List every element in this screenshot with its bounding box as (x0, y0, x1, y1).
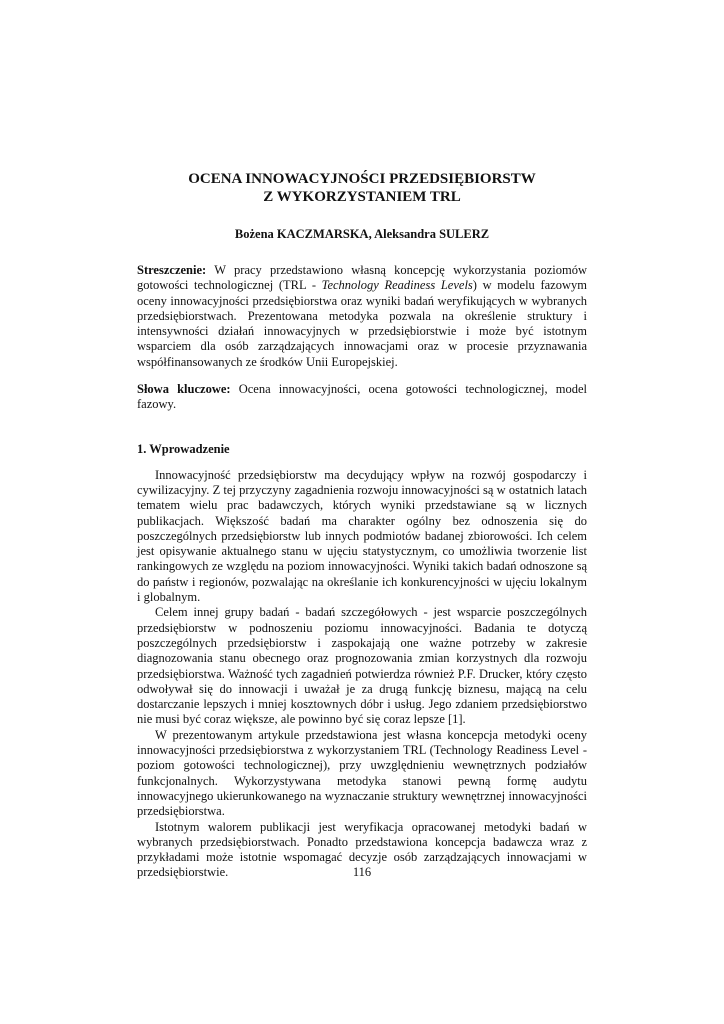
paragraph: Innowacyjność przedsiębiorstw ma decydujący wpływ na rozwój gospodarczy i cywilizacyjny. Z tej przyczyny zagadnienia rozwoju innowacyjności są w ostatnich latach tematem wielu prac badawczych, których wyniki przedstawiane są w licznych publikacjach. Większość badań ma charakter ogólny bez odnoszenia się do poszczególnych przedsiębiorstw lub innych podmiotów badanej zbiorowości. Ich celem jest opisywanie aktualnego stanu w ujęciu statystycznym, co umożliwia tworzenie list rankingowych ze względu na poziom innowacyjności. Wyniki takich badań odnoszone są do państw i regionów, pozwalając na określanie ich konkurencyjności w ujęciu lokalnym i globalnym. (137, 467, 587, 605)
paragraph: Istotnym walorem publikacji jest weryfikacja opracowanej metodyki badań w wybranych przedsiębiorstwach. Ponadto przedstawiona koncepcja badawcza wraz z przykładami może istotnie wspomagać decyzje osób zarządzających innowacjami w przedsiębiorstwie. (137, 819, 587, 880)
keywords (137, 382, 587, 413)
document-page (137, 170, 587, 881)
paragraph: W prezentowanym artykule przedstawiona jest własna koncepcja metodyki oceny innowacyjności przedsiębiorstwa z wykorzystaniem TRL (Technology Readiness Level - poziom gotowości technologicznej), przy uwzględnieniu wewnętrznych podziałów funkcjonalnych. Wykorzystywana metodyka stanowi pewną formę audytu innowacyjnego ukierunkowanego na wyznaczanie struktury wewnętrznej innowacyjności przedsiębiorstwa. (137, 727, 587, 819)
abstract-text-italic: Technology Readiness Levels (321, 278, 473, 293)
section-body (137, 468, 587, 881)
keywords-label: Słowa kluczowe: (137, 382, 231, 397)
abstract-label: Streszczenie: (137, 263, 207, 277)
paragraph: Celem innej grupy badań - badań szczegółowych - jest wsparcie poszczególnych przedsiębiorstw w podnoszeniu poziomu innowacyjności. Badania te dotyczą poszczególnych przedsiębiorstw i zaspokajają one ważne potrzeby w zakresie diagnozowania stanu obecnego oraz prognozowania zmian korzystnych dla rozwoju przedsiębiorstwa. Ważność tych zagadnień potwierdza również P.F. Drucker, który często odwoływał się do innowacji i uważał je za drugą funkcję biznesu, mającą na celu dostarczanie lepszych i mniej kosztownych dóbr i usług. Jego zdaniem przedsiębiorstwo nie musi być coraz większe, ale powinno być się coraz lepsze [1]. (137, 605, 587, 727)
section-heading: 1. Wprowadzenie (137, 441, 230, 456)
page-number: 116 (352, 865, 372, 879)
title-line-1: OCENA INNOWACYJNOŚCI PRZEDSIĘBIORSTW (188, 171, 536, 187)
abstract-text-2: ) w modelu fazowym oceny innowacyjności przedsiębiorstwa oraz wyniki badań weryfikujących w wybranych przedsiębiorstwach. Prezentowana metodyka pozwala na określenie struktury i intensywności działań innowacyjnych w przedsiębiorstwie i może być istotnym wsparciem dla osób zarządzających innowacjami oraz w procesie przyznawania współfinansowanych ze środków Unii Europejskiej. (137, 278, 587, 369)
paper-title (137, 170, 587, 206)
authors: Bożena KACZMARSKA, Aleksandra SULERZ (234, 227, 490, 241)
abstract (137, 263, 587, 370)
abstract-text-1: W pracy przedstawiono własną koncepcję wykorzystania poziomów gotowości technologicznej (TRL - (137, 263, 587, 293)
keywords-text: Ocena innowacyjności, ocena gotowości technologicznej, model fazowy. (137, 382, 587, 412)
title-line-2: Z WYKORZYSTANIEM TRL (263, 189, 461, 205)
